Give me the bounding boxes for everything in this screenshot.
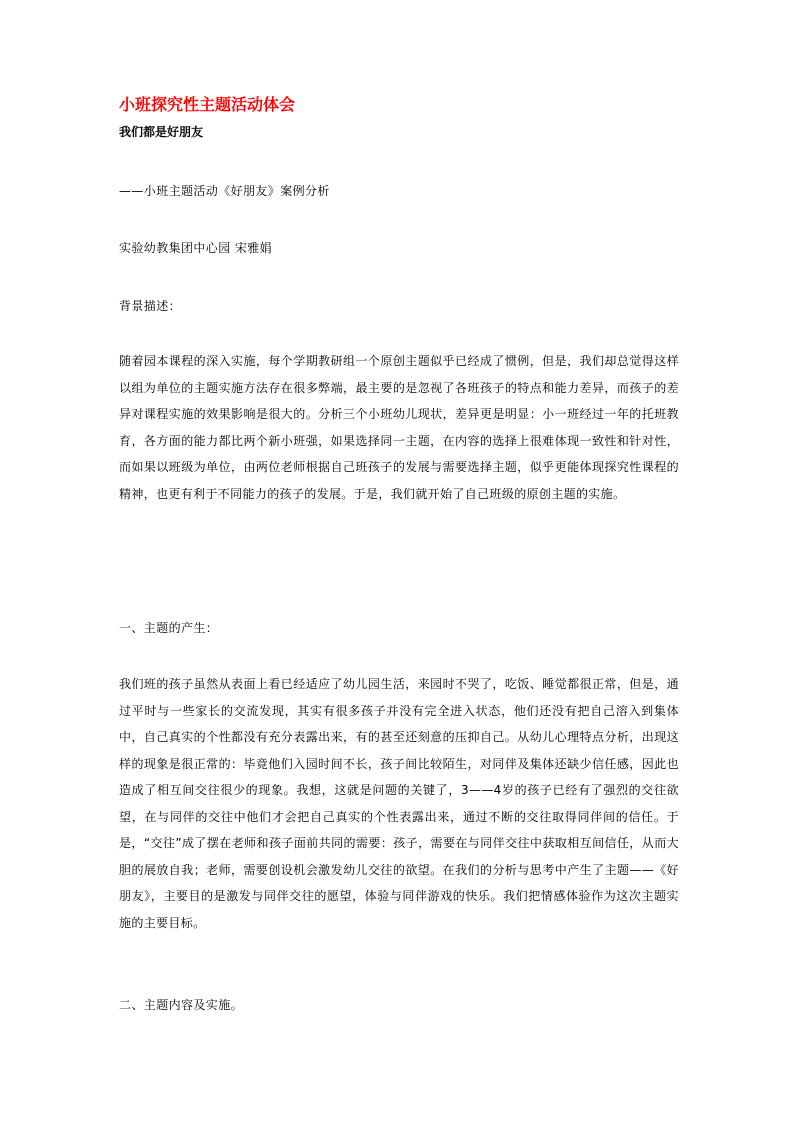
document-subtitle: 我们都是好朋友 — [119, 125, 204, 139]
background-paragraph: 随着园本课程的深入实施，每个学期教研组一个原创主题似乎已经成了惯例，但是，我们却总觉得这样以组为单位的主题实施方法存在很多弊端，最主要的是忽视了各班孩子的特点和能力差异，而孩子的差异对课程实施的效果影响是很大的。分析三个小班幼儿现状，差异更是明显：小一班经过一年的托班教育，各方面的能力都比两个新小班强，如果选择同一主题，在内容的选择上很难体现一致性和针对性，而如果以班级为单位，由两位老师根据自己班孩子的发展与需要选择主题，似乎更能体现探究性课程的精神，也更有利于不同能力的孩子的发展。于是，我们就开始了自己班级的原创主题的实施。 — [119, 354, 679, 501]
document-title: 小班探究性主题活动体会 — [119, 95, 296, 114]
section1-heading: 一、主题的产生： — [119, 621, 219, 635]
section2-heading: 二、主题内容及实施。 — [119, 998, 244, 1012]
case-analysis-line: ——小班主题活动《好朋友》案例分析 — [119, 184, 330, 198]
background-heading: 背景描述： — [119, 299, 182, 313]
author-line: 实验幼教集团中心园 宋雅娟 — [119, 241, 273, 255]
section1-paragraph: 我们班的孩子虽然从表面上看已经适应了幼儿园生活，来园时不哭了，吃饭、睡觉都很正常，但是，通过平时与一些家长的交流发现，其实有很多孩子并没有完全进入状态，他们还没有把自己溶入到集体中，自己真实的个性都没有充分表露出来，有的甚至还刻意的压抑自己。从幼儿心理特点分析，出现这样的现象是很正常的：毕竟他们入园时间不长，孩子间比较陌生，对同伴及集体还缺少信任感，因此也造成了相互间交往很少的现象。我想，这就是问题的关键了，3——4岁的孩子已经有了强烈的交往欲望，在与同伴的交往中他们才会把自己真实的个性表露出来，通过不断的交往取得同伴间的信任。于是，“交往”成了摆在老师和孩子面前共同的需要：孩子，需要在与同伴交往中获取相互间信任，从而大胆的展放自我；老师，需要创设机会激发幼儿交往的欲望。在我们的分析与思考中产生了主题——《好朋友》，主要目的是激发与同伴交往的愿望，体验与同伴游戏的快乐。我们把情感体验作为这次主题实施的主要目标。 — [119, 677, 679, 930]
